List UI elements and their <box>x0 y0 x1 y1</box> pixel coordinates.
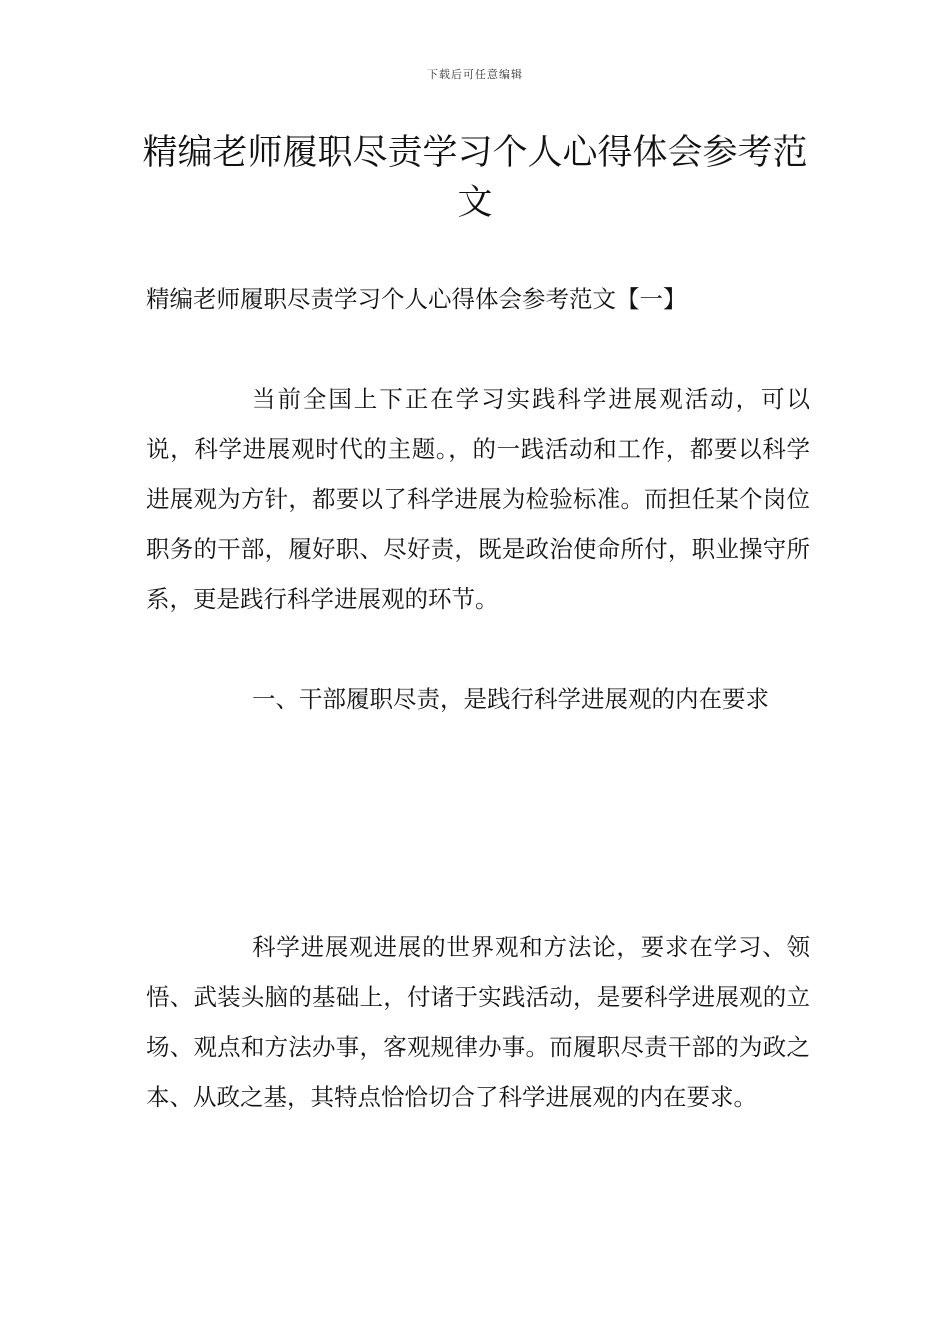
section-title: 精编老师履职尽责学习个人心得体会参考范文【一】 <box>146 285 687 313</box>
paragraph-body: 科学进展观进展的世界观和方法论，要求在学习、领悟、武装头脑的基础上，付诸于实践活动，是要科学进展观的立场、观点和方法办事，客观规律办事。而履职尽责干部的为政之本、从政之基，其特点恰恰切合了科学进展观的内在要求。 <box>146 933 810 1111</box>
paragraph-heading-one: 一、干部履职尽责，是践行科学进展观的内在要求 <box>252 685 769 713</box>
page-header: 下载后可任意编辑 <box>427 68 523 81</box>
document-title: 精编老师履职尽责学习个人心得体会参考范文 <box>142 133 808 223</box>
paragraph-intro: 当前全国上下正在学习实践科学进展观活动，可以说，科学进展观时代的主题。，的一践活动和工作，都要以科学进展观为方针，都要以了科学进展为检验标准。而担任某个岗位职务的干部，履好职、尽好责，既是政治使命所付，职业操守所系，更是践行科学进展观的环节。 <box>146 385 810 613</box>
